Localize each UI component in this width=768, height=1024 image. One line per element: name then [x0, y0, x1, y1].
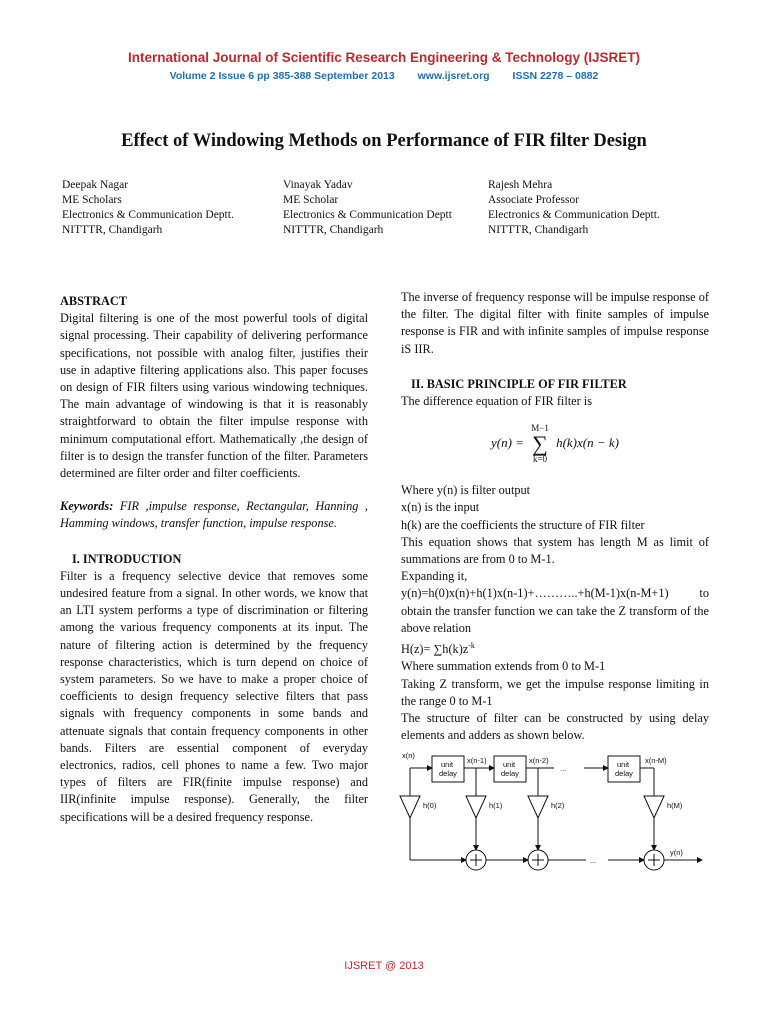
- sum-upper-limit: M−1: [531, 423, 549, 434]
- journal-volume: Volume 2 Issue 6 pp 385-388 September 2013: [169, 70, 395, 82]
- text-line: x(n) is the input: [401, 500, 480, 515]
- author-role: ME Scholar: [283, 194, 339, 206]
- delay-label: unit: [617, 760, 630, 769]
- abstract-heading: ABSTRACT: [60, 294, 127, 308]
- journal-issn: ISSN 2278 – 0882: [512, 70, 599, 82]
- author-dept: Electronics & Communication Deptt.: [62, 209, 234, 221]
- dots-bottom: ...: [590, 856, 597, 865]
- journal-name: International Journal of Scientific Research Engineering & Technology (IJSRET): [127, 50, 641, 65]
- author-dept: Electronics & Communication Deptt.: [488, 209, 660, 221]
- text-line: Where y(n) is filter output: [401, 483, 531, 498]
- author-inst: NITTTR, Chandigarh: [62, 224, 163, 236]
- equation-lhs: y(n) =: [491, 435, 524, 451]
- author-block-3: [488, 178, 660, 238]
- author-inst: NITTTR, Chandigarh: [488, 224, 589, 236]
- author-block-2: [283, 178, 452, 238]
- label-h0: h(0): [423, 801, 437, 810]
- label-hm: h(M): [667, 801, 683, 810]
- left-column: [60, 293, 368, 826]
- difference-equation: [401, 424, 709, 464]
- right-column: [401, 289, 709, 744]
- author-block-1: [62, 178, 234, 238]
- abstract-text: Digital filtering is one of the most powerful tools of digital signal processing. Their capability of delivering performance specifications, not possible with analog filter, justifies their use in adaptive filtering applications also. This paper focuses on design of FIR filters using various windowing techniques. The main advantage of windowing is that it is reasonably straightforward to obtain the filter impulse response with minimum computational effort. Mathematically ,the design of filter is to design the transfer function of the filter. Parameters determined are filter order and filter coefficients.: [60, 311, 368, 481]
- sum-lower-limit: k=0: [532, 454, 548, 465]
- summation-sign: M−1 ∑ k=0: [531, 423, 549, 465]
- fir-structure-diagram: [398, 748, 710, 878]
- equation-rhs: h(k)x(n − k): [556, 435, 619, 451]
- hz-exponent: -k: [468, 641, 475, 651]
- author-name: Vinayak Yadav: [283, 179, 353, 191]
- section2-intro: The difference equation of FIR filter is: [401, 394, 592, 409]
- journal-meta: [0, 70, 768, 82]
- hz-prefix: H(z)= ∑h(k)z: [401, 642, 469, 657]
- keywords-text: FIR ,impulse response, Rectangular, Hanning , Hamming windows, transfer function, impulse response.: [60, 499, 368, 531]
- label-tap2: x(n-2): [529, 756, 549, 765]
- journal-website[interactable]: www.ijsret.org: [417, 70, 490, 82]
- label-tapm: x(n-M): [645, 756, 667, 765]
- delay-label: delay: [615, 769, 633, 778]
- text-line: Where summation extends from 0 to M-1: [401, 659, 606, 674]
- label-yn: y(n): [670, 848, 683, 857]
- gain-h1: [466, 796, 486, 818]
- author-name: Deepak Nagar: [62, 179, 129, 191]
- gain-h2: [528, 796, 548, 818]
- text-line: Expanding it,: [401, 569, 468, 584]
- author-name: Rajesh Mehra: [488, 179, 553, 191]
- delay-label: unit: [441, 760, 454, 769]
- transfer-function: [401, 637, 709, 658]
- keywords: [60, 498, 368, 532]
- text-line: y(n)=h(0)x(n)+h(1)x(n-1)+………..+h(M-1)x(n-M+1) to obtain the transfer function we can take the Z transform of the above relation: [401, 586, 709, 635]
- delay-label: unit: [503, 760, 516, 769]
- author-role: Associate Professor: [488, 194, 580, 206]
- right-paragraph: The inverse of frequency response will be impulse response of the filter. The digital filter with finite samples of impulse response is FIR and with infinite samples of impulse response iS IIR.: [401, 290, 709, 356]
- label-xn: x(n): [402, 751, 415, 760]
- intro-heading: I. INTRODUCTION: [72, 551, 182, 566]
- author-inst: NITTTR, Chandigarh: [283, 224, 384, 236]
- gain-h0: [400, 796, 420, 818]
- dots-top: ...: [560, 764, 567, 773]
- paper-title: Effect of Windowing Methods on Performance of FIR filter Design: [121, 131, 647, 151]
- section2-heading: II. BASIC PRINCIPLE OF FIR FILTER: [411, 376, 627, 391]
- text-line: h(k) are the coefficients the structure of FIR filter: [401, 517, 645, 532]
- author-role: ME Scholars: [62, 194, 122, 206]
- text-line: This equation shows that system has length M as limit of summations are from 0 to M-1.: [401, 534, 709, 567]
- gain-hm: [644, 796, 664, 818]
- footer: IJSRET @ 2013: [344, 960, 424, 972]
- label-h1: h(1): [489, 801, 503, 810]
- delay-label: delay: [439, 769, 457, 778]
- label-tap1: x(n-1): [467, 756, 487, 765]
- intro-text: Filter is a frequency selective device that removes some undesired feature from a signal. In other words, we know that an LTI system performs a type of discrimination or filtering among the various frequency components at its input. The nature of filtering action is determined by the frequency response characteristics, which is turn depend on choice of system parameters. So we have to make a proper choice of coefficients to design frequency selective filters that pass signals with frequency components in some bands and attenuate signals that contain frequency components in other bands. Filters are essential component of everyday electronics, radios, cell phones to name a few. Two major types of filters are FIR(finite impulse response) and IIR(infinite impulse response). Generally, the filter specifications will be a desired frequency response.: [60, 568, 368, 824]
- label-h2: h(2): [551, 801, 565, 810]
- delay-label: delay: [501, 769, 519, 778]
- text-line: Taking Z transform, we get the impulse response limiting in the range 0 to M-1: [401, 676, 709, 708]
- text-line: The structure of filter can be constructed by using delay elements and adders as shown below.: [401, 710, 709, 743]
- author-dept: Electronics & Communication Deptt: [283, 209, 452, 221]
- keywords-label: Keywords:: [60, 499, 114, 514]
